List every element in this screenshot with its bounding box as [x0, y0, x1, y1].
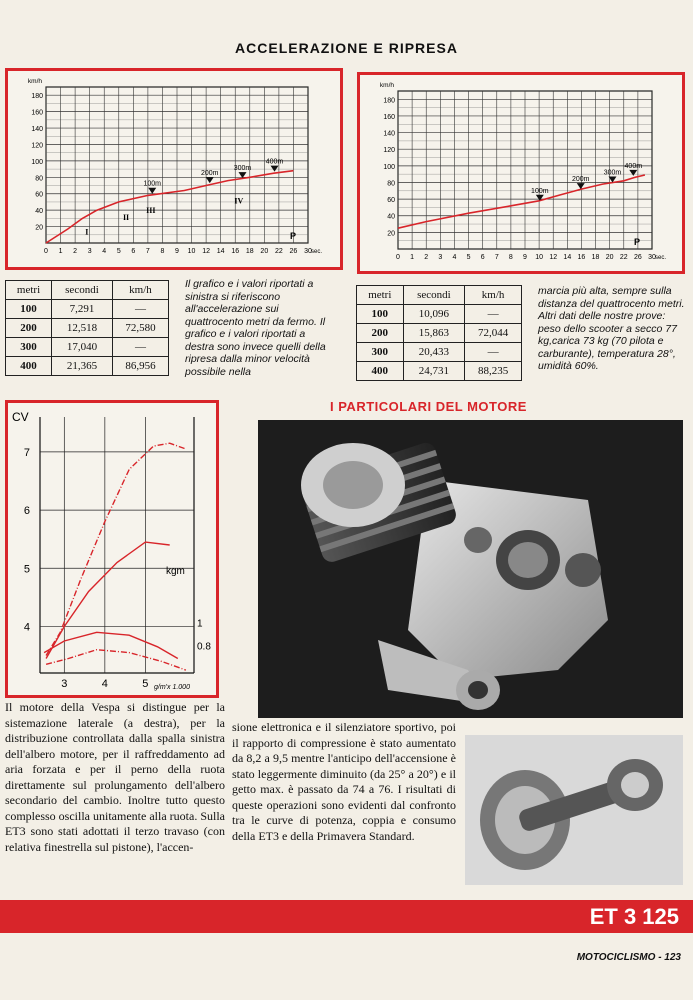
- engine-illustration: [258, 420, 683, 718]
- body-column-1: Il motore della Vespa si distingue per la sistemazione laterale (a destra), per la distribuzione controllata dalla spalla sinistra dell'albero motore, per il raffreddamento ad aria forzata e per il perno della ruota direttamente sul prolungamento dell'albero secondario del cambio. Inoltre tutto questo complesso oscilla unitamente alla ruota. Sulla ET3 sono stati adottati il terzo travaso (con relativa finestrella sul pistone), l'accen-: [5, 700, 225, 854]
- table-cell: 300: [357, 343, 404, 362]
- x-axis-label: g/m'x 1.000: [154, 684, 190, 691]
- x-tick-label: 22: [619, 254, 628, 261]
- y-tick-label: 140: [31, 126, 43, 134]
- table-row: [6, 300, 169, 319]
- x-tick-label: 2: [424, 254, 429, 261]
- speed-curve: [46, 171, 293, 243]
- y-tick-label: 120: [31, 142, 43, 150]
- red-band: [0, 900, 693, 933]
- x-tick-label: 6: [480, 254, 485, 261]
- right-table-header: secondi: [403, 286, 465, 305]
- x-tick-label: 30: [304, 248, 312, 255]
- table-cell: 17,040: [52, 338, 113, 357]
- table-cell: —: [112, 338, 168, 357]
- y-tick-label: 180: [383, 97, 395, 105]
- crankshaft-photo: [465, 735, 683, 885]
- left-table-header: secondi: [52, 281, 113, 300]
- engine-curves-chart: [8, 403, 216, 695]
- table-cell: —: [465, 343, 522, 362]
- x-tick-label: 10: [535, 254, 544, 261]
- corner-label: P: [290, 231, 297, 241]
- x-tick-label: 3: [61, 678, 68, 690]
- x-tick-label: 3: [87, 248, 92, 255]
- x-axis-label: sec.: [655, 255, 667, 261]
- marker-label: 100m: [531, 187, 549, 195]
- acceleration-chart-box: [5, 68, 343, 270]
- table-cell: 400: [6, 357, 52, 376]
- y-tick-label: 140: [383, 130, 395, 138]
- table-cell: 72,580: [112, 319, 168, 338]
- x-tick-label: 18: [245, 248, 254, 255]
- pickup-chart-box: [357, 72, 685, 274]
- table-cell: 15,863: [403, 324, 465, 343]
- marker-label: 300m: [233, 165, 252, 173]
- x-tick-label: 3: [438, 254, 443, 261]
- table-row: [6, 357, 169, 376]
- speed-curve: [398, 175, 645, 228]
- left-table: [5, 280, 169, 376]
- y2-tick-label: 0.8: [197, 641, 211, 653]
- y2-axis-label: kgm: [166, 566, 185, 578]
- table-row: [6, 338, 169, 357]
- gear-label: III: [146, 206, 156, 216]
- marker-label: 400m: [265, 158, 284, 166]
- x-tick-label: 10: [187, 248, 196, 255]
- table-cell: 24,731: [403, 362, 465, 381]
- left-table-header: metri: [6, 281, 52, 300]
- x-tick-label: 1: [58, 248, 63, 255]
- x-tick-label: 7: [145, 248, 150, 255]
- x-tick-label: 30: [648, 254, 656, 261]
- table-cell: 100: [6, 300, 52, 319]
- y-tick-label: 80: [35, 175, 43, 183]
- marker-label: 100m: [143, 180, 162, 188]
- y2-tick-label: 1: [197, 618, 203, 630]
- table-row: [357, 362, 522, 381]
- engine-photo: [258, 420, 683, 718]
- caption-right: marcia più alta, sempre sulla distanza del quattrocento metri. Altri dati delle nostre prove: peso dello scooter a secco 77 kg,carica 73 kg (70 pilota e carburante), temperatura 28°, umidità 60%.: [538, 285, 685, 372]
- y-tick-label: 80: [387, 180, 395, 188]
- acceleration-chart: [8, 71, 340, 267]
- gear-label: I: [85, 227, 89, 237]
- x-tick-label: 7: [494, 254, 499, 261]
- body-column-2: sione elettronica e il silenziatore sportivo, poi il rapporto di compressione è stato aumentato da 8,2 a 9,5 mentre l'anticipo dell'accensione è stato leggermente diminuito (da 25° a 20°) e il getto max. è passato da 74 a 76. I risultati di queste operazioni sono evidenti dal confronto tra le curve di potenza, coppia e consumo della ET3 e della Primavera Standard.: [232, 720, 456, 843]
- y-tick-label: 100: [31, 158, 43, 166]
- x-tick-label: 16: [231, 248, 240, 255]
- table-cell: —: [112, 300, 168, 319]
- x-tick-label: 12: [202, 248, 211, 255]
- table-cell: 200: [6, 319, 52, 338]
- x-tick-label: 0: [44, 248, 48, 255]
- y-tick-label: 100: [383, 163, 395, 171]
- x-tick-label: 0: [396, 254, 400, 261]
- table-row: [6, 319, 169, 338]
- x-tick-label: 5: [142, 678, 149, 690]
- x-tick-label: 12: [549, 254, 558, 261]
- x-tick-label: 2: [73, 248, 78, 255]
- y-tick-label: 180: [31, 93, 43, 101]
- y-tick-label: 40: [35, 208, 43, 216]
- table-cell: 200: [357, 324, 404, 343]
- x-tick-label: 20: [605, 254, 614, 261]
- marker-label: 200m: [200, 170, 219, 178]
- table-row: [357, 305, 522, 324]
- x-tick-label: 14: [563, 254, 572, 261]
- y-tick-label: 7: [23, 446, 30, 459]
- y-tick-label: 160: [31, 109, 43, 117]
- y-tick-label: 160: [383, 113, 395, 121]
- marker-label: 400m: [624, 162, 643, 170]
- y-tick-label: 20: [35, 224, 43, 232]
- x-tick-label: 16: [577, 254, 586, 261]
- x-tick-label: 26: [289, 248, 298, 255]
- left-table-header: km/h: [112, 281, 168, 300]
- gear-label: II: [122, 212, 130, 222]
- x-tick-label: 20: [260, 248, 269, 255]
- x-tick-label: 4: [101, 678, 108, 690]
- x-tick-label: 1: [410, 254, 415, 261]
- page-footer: MOTOCICLISMO - 123: [576, 952, 681, 963]
- right-table: [356, 285, 522, 381]
- y-tick-label: 40: [387, 213, 395, 221]
- caption-left: Il grafico e i valori riportati a sinistra si riferiscono all'accelerazione sui quattrocento metri da fermo. Il grafico e i valori riportati a destra sono invece quelli della ripresa dalla minor velocità possibile nella: [185, 278, 326, 378]
- engine-curves-box: [5, 400, 219, 698]
- x-tick-label: 9: [175, 248, 179, 255]
- y-tick-label: 4: [23, 621, 30, 634]
- x-tick-label: 22: [274, 248, 283, 255]
- gear-label: IV: [234, 196, 244, 206]
- table-row: [357, 343, 522, 362]
- x-tick-label: 14: [216, 248, 225, 255]
- table-cell: 88,235: [465, 362, 522, 381]
- distance-marker: [271, 166, 279, 172]
- x-axis-label: sec.: [311, 249, 323, 255]
- table-cell: —: [465, 305, 522, 324]
- crankshaft-illustration: [465, 735, 683, 885]
- marker-label: 300m: [603, 169, 622, 177]
- table-cell: 21,365: [52, 357, 113, 376]
- y-tick-label: 60: [35, 191, 43, 199]
- table-cell: 400: [357, 362, 404, 381]
- y-tick-label: 120: [383, 147, 395, 155]
- band-label: ET 3 125: [580, 900, 679, 933]
- y-tick-label: 6: [23, 505, 30, 518]
- right-table-header: km/h: [465, 286, 522, 305]
- y-axis-label: km/h: [27, 78, 42, 85]
- table-cell: 100: [357, 305, 404, 324]
- distance-marker: [148, 188, 156, 194]
- x-tick-label: 8: [160, 248, 165, 255]
- table-cell: 12,518: [52, 319, 113, 338]
- table-cell: 20,433: [403, 343, 465, 362]
- x-tick-label: 26: [633, 254, 642, 261]
- x-tick-label: 8: [508, 254, 513, 261]
- corner-label: P: [634, 237, 641, 247]
- torque-curve-et3: [46, 650, 186, 670]
- x-tick-label: 9: [523, 254, 527, 261]
- table-cell: 300: [6, 338, 52, 357]
- marker-label: 200m: [571, 176, 590, 184]
- x-tick-label: 6: [131, 248, 136, 255]
- y-axis-label: km/h: [379, 82, 394, 89]
- section-title: I PARTICOLARI DEL MOTORE: [330, 399, 527, 414]
- y-tick-label: 60: [387, 197, 395, 205]
- distance-marker: [629, 170, 637, 176]
- y-tick-label: 5: [23, 563, 30, 576]
- x-tick-label: 4: [452, 254, 457, 261]
- x-tick-label: 4: [102, 248, 107, 255]
- table-cell: 10,096: [403, 305, 465, 324]
- x-tick-label: 5: [116, 248, 121, 255]
- table-cell: 72,044: [465, 324, 522, 343]
- table-row: [357, 324, 522, 343]
- x-tick-label: 5: [466, 254, 471, 261]
- page-title: ACCELERAZIONE E RIPRESA: [235, 40, 458, 56]
- pickup-chart: [360, 75, 682, 271]
- table-cell: 86,956: [112, 357, 168, 376]
- distance-marker: [206, 177, 214, 183]
- y-tick-label: 20: [387, 230, 395, 238]
- y-axis-label: CV: [12, 410, 29, 424]
- right-table-header: metri: [357, 286, 404, 305]
- x-tick-label: 18: [591, 254, 600, 261]
- table-cell: 7,291: [52, 300, 113, 319]
